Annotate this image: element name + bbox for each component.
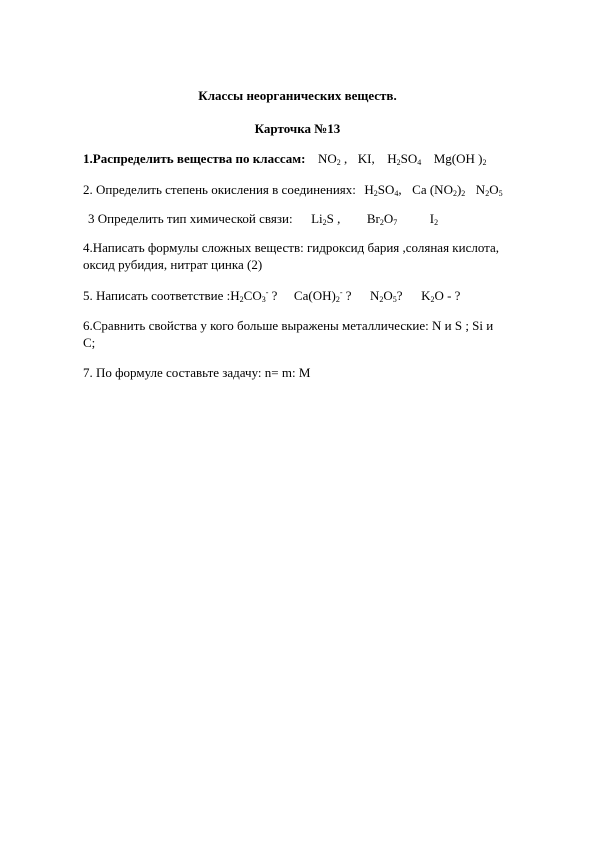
formula-mgoh2: Mg(OH )$_2$ xyxy=(433,151,487,167)
formula-caoh2: $Ca(OH)_2^-$ ? xyxy=(293,288,352,304)
question-2 xyxy=(83,182,503,198)
card-number: Карточка №13 xyxy=(254,121,341,136)
formula-ki: KI, xyxy=(357,151,375,166)
question-3 xyxy=(88,211,438,227)
question-6-line-1: 6.Сравнить свойства у кого больше выражены металлические: N и S ; Si и xyxy=(83,318,494,333)
question-4-line-1: 4.Написать формулы сложных веществ: гидроксид бария ,соляная кислота, xyxy=(83,240,500,255)
document-title: Классы неорганических веществ. xyxy=(198,88,397,103)
question-7: 7. По формуле составьте задачу: n= m: M xyxy=(83,365,311,380)
question-6-line-2: C; xyxy=(83,335,96,350)
formula-i2: $I_2$ xyxy=(429,211,439,227)
question-1-text: 1.Распределить вещества по классам: xyxy=(83,151,306,166)
question-4-line-2: оксид рубидия, нитрат цинка (2) xyxy=(83,257,263,272)
question-3-text: 3 Определить тип химической связи: xyxy=(88,211,293,226)
question-2-text: 2. Определить степень окисления в соединениях: xyxy=(83,182,356,197)
question-5 xyxy=(83,288,460,304)
question-5-text: 5. Написать соответствие :H xyxy=(83,288,240,303)
formula-h2co3: $_2CO_3^-$ ? xyxy=(239,288,278,304)
formula-n2o5: $N_2O_5$ xyxy=(475,182,503,198)
formula-br2o7: $Br_2O_7$ xyxy=(366,211,398,227)
formula-no2: $NO_2$ , xyxy=(317,151,348,167)
formula-ca-no2-2: Ca $(NO_2)_2$ xyxy=(412,182,466,198)
formula-k2o: $K_2O$ - ? xyxy=(421,288,461,304)
formula-li2s: $Li_2S$ , xyxy=(311,211,341,227)
formula-n2o5: $N_2O_5$? xyxy=(370,288,403,304)
question-1 xyxy=(83,151,486,167)
formula-h2so4: $H_2SO_4$, xyxy=(364,182,402,198)
formula-h2so4: $H_2SO_4$ xyxy=(387,151,422,167)
